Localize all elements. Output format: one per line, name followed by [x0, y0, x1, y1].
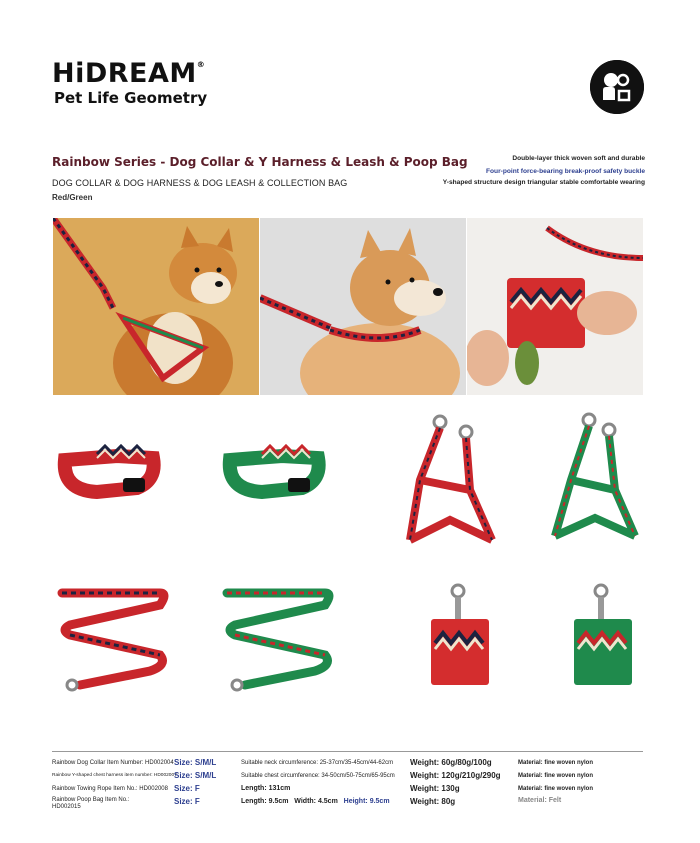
- spec-leash-material: Material: fine woven nylon: [518, 786, 594, 792]
- spec-divider: [52, 751, 643, 752]
- photo-dog-collar: [260, 218, 466, 395]
- spec-collar-dim: Suitable neck circumference: 25-37cm/35-45cm/44-62cm: [241, 760, 394, 766]
- product-harness-red: [400, 410, 500, 550]
- spec-harness-size: Size: S/M/L: [174, 771, 217, 780]
- product-leash-red: [50, 585, 175, 695]
- spec-collar-weight: Weight: 60g/80g/100g: [410, 758, 492, 767]
- brand-emblem-icon: [590, 60, 644, 114]
- photo-poop-bag: [467, 218, 643, 395]
- spec-bag-height: Height: 9.5cm: [343, 798, 390, 805]
- spec-bag-length: Length: 9.5cm: [241, 798, 289, 805]
- product-leash-green: [215, 585, 340, 695]
- feature-3: Y-shaped structure design triangular stable comfortable wearing: [442, 179, 645, 186]
- product-harness-green: [545, 410, 645, 550]
- spec-leash-size: Size: F: [174, 784, 200, 793]
- color-variants: Red/Green: [52, 193, 93, 202]
- spec-leash-name: Rainbow Towing Rope Item No.: HD002008: [52, 786, 168, 792]
- page-title: Rainbow Series - Dog Collar & Y Harness & Leash & Poop Bag: [52, 155, 468, 169]
- spec-collar-name: Rainbow Dog Collar Item Number: HD002004: [52, 760, 174, 766]
- spec-collar-material: Material: fine woven nylon: [518, 760, 594, 766]
- spec-leash-weight: Weight: 130g: [410, 784, 460, 793]
- spec-bag-width: Width: 4.5cm: [294, 798, 338, 805]
- spec-bag-material: Material: Felt: [518, 797, 562, 804]
- spec-harness-name: Rainbow Y-shaped chest harness item number: HD002007: [52, 773, 177, 778]
- spec-leash-length: Length: 131cm: [241, 785, 291, 792]
- feature-2: Four-point force-bearing break-proof safety buckle: [485, 168, 645, 175]
- spec-bag-dims: [241, 798, 390, 805]
- spec-bag-weight: Weight: 80g: [410, 797, 456, 806]
- product-poop-bag-green: [568, 583, 638, 693]
- feature-1: Double-layer thick woven soft and durable: [512, 155, 645, 162]
- page-subtitle: DOG COLLAR & DOG HARNESS & DOG LEASH & COLLECTION BAG: [52, 178, 348, 188]
- spec-harness-dim: Suitable chest circumference: 34-50cm/50-75cm/65-95cm: [241, 773, 395, 779]
- brand-tagline: Pet Life Geometry: [54, 89, 208, 107]
- photo-dog-harness: [53, 218, 259, 395]
- spec-harness-weight: Weight: 120g/210g/290g: [410, 771, 501, 780]
- brand-logo: HiDREAM®: [52, 58, 206, 89]
- product-collar-red: [57, 430, 167, 510]
- spec-collar-size: Size: S/M/L: [174, 758, 217, 767]
- product-collar-green: [222, 430, 332, 510]
- spec-bag-size: Size: F: [174, 797, 200, 806]
- product-poop-bag-red: [425, 583, 495, 693]
- spec-harness-material: Material: fine woven nylon: [518, 773, 594, 779]
- spec-bag-name: Rainbow Poop Bag Item No.: HD002015: [52, 797, 130, 810]
